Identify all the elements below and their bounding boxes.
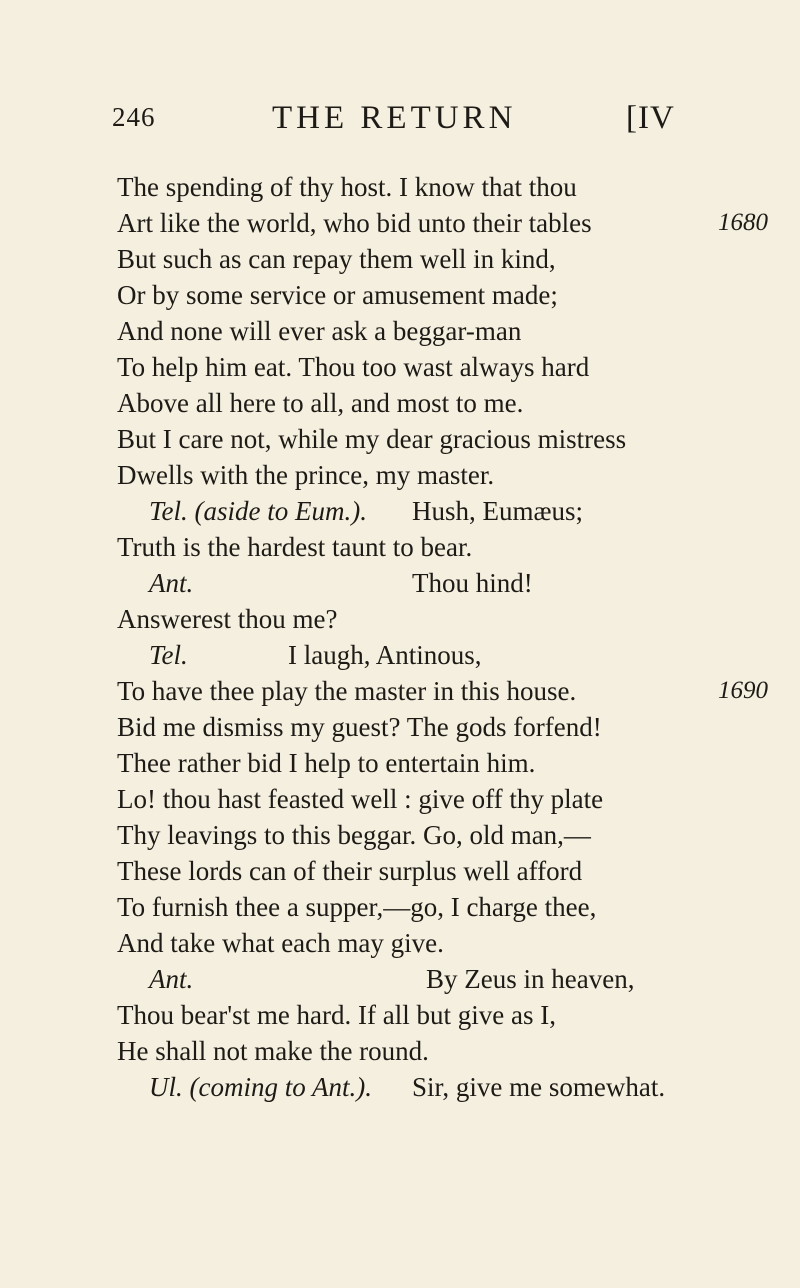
verse-line: He shall not make the round. <box>117 1036 429 1066</box>
speech-line: Tel. I laugh, Antinous, <box>0 635 800 675</box>
verse-line: To have thee play the master in this house. 1690 <box>0 671 800 711</box>
line-number: 1680 <box>718 209 768 236</box>
verse-line: These lords can of their surplus well afford <box>117 856 583 886</box>
verse-line: The spending of thy host. I know that thou <box>117 172 577 202</box>
verse-line: Or by some service or amusement made; <box>117 280 558 310</box>
speech-line: Tel. (aside to Eum.). Hush, Eumæus; <box>0 491 800 531</box>
speech-line: Ant. Thou hind! <box>0 563 800 603</box>
verse-line: Answerest thou me? <box>117 604 338 634</box>
verse-line: Thou bear'st me hard. If all but give as I, <box>117 1000 556 1030</box>
verse-line: Thy leavings to this beggar. Go, old man,— <box>117 820 591 850</box>
verse-line: Dwells with the prince, my master. <box>117 460 495 490</box>
verse-line: Thee rather bid I help to entertain him. <box>117 748 536 778</box>
speaker-name: Tel. (aside to Eum.). <box>149 496 367 526</box>
verse-line: Truth is the hardest taunt to bear. <box>117 532 473 562</box>
verse-line: And take what each may give. <box>117 928 444 958</box>
verse-line: But I care not, while my dear gracious mistress <box>117 424 627 454</box>
speaker-name: Tel. <box>149 640 188 670</box>
verse-line: To help him eat. Thou too wast always hard <box>117 352 590 382</box>
verse-line: To furnish thee a supper,—go, I charge thee, <box>117 892 597 922</box>
page-number: 246 <box>112 102 156 132</box>
speech-line: Ant. By Zeus in heaven, <box>0 959 800 999</box>
line-number: 1690 <box>718 677 768 704</box>
page-header <box>0 100 800 136</box>
stage-direction: (coming to Ant.). <box>189 1072 372 1102</box>
verse-line: Bid me dismiss my guest? The gods forfend! <box>117 712 602 742</box>
verse-line: But such as can repay them well in kind, <box>117 244 556 274</box>
speaker-name: Ul. (coming to Ant.). <box>149 1072 372 1102</box>
verse-line: And none will ever ask a beggar-man <box>117 316 522 346</box>
running-title: THE RETURN <box>272 100 517 136</box>
speaker-name: Ant. <box>149 964 194 994</box>
verse-line: Art like the world, who bid unto their tables 1680 <box>0 203 800 243</box>
speaker-name: Ant. <box>149 568 194 598</box>
verse-line: Above all here to all, and most to me. <box>117 388 524 418</box>
verse-line: Lo! thou hast feasted well : give off thy plate <box>117 784 604 814</box>
stage-direction: (aside to Eum.). <box>194 496 367 526</box>
section-mark: [IV <box>626 100 675 136</box>
speech-line: Ul. (coming to Ant.). Sir, give me somewhat. <box>0 1067 800 1107</box>
